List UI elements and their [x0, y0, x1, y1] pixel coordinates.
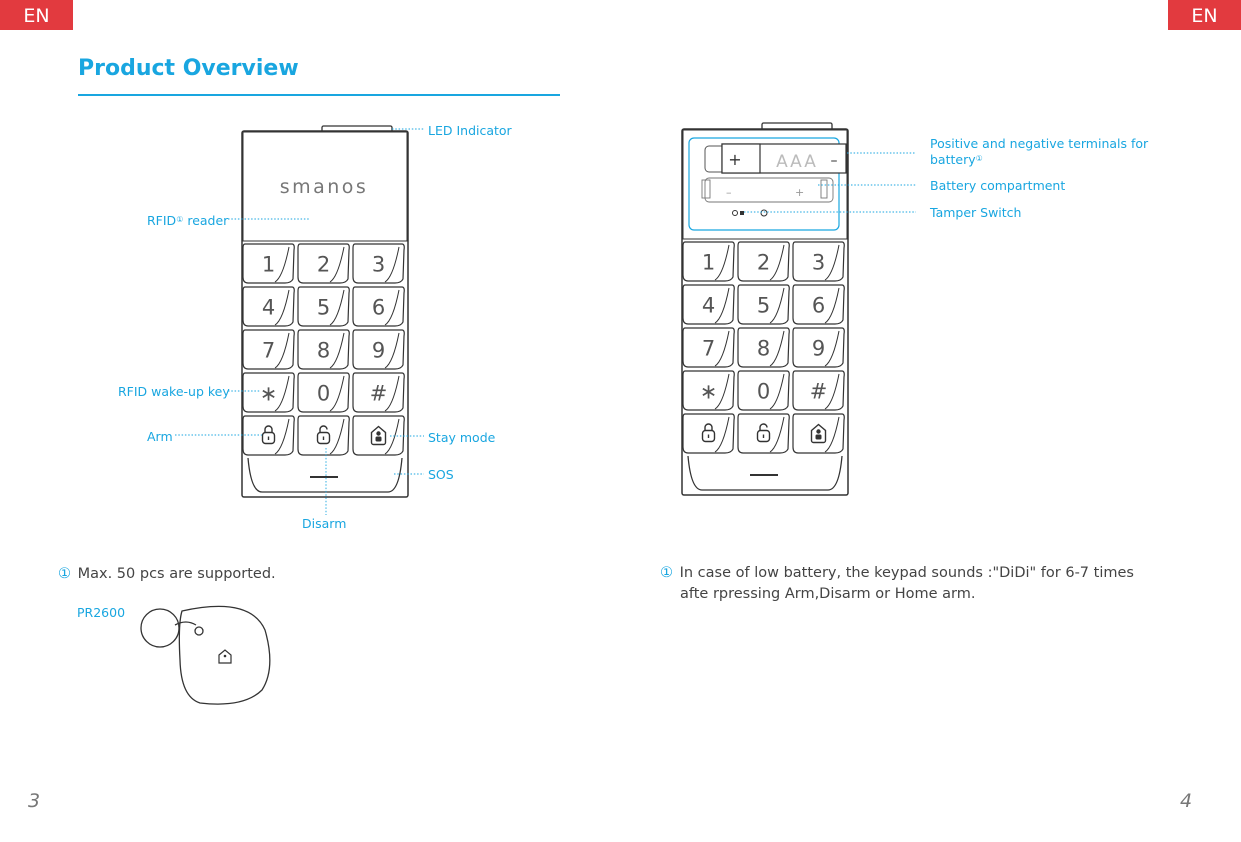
- keypad-key-label: 0: [756, 379, 771, 404]
- keypad-key[interactable]: [793, 285, 844, 324]
- keypad-key[interactable]: [243, 330, 294, 369]
- keypad-front-view: [242, 126, 408, 497]
- keypad-key-label: ∗: [699, 379, 718, 404]
- label-led-indicator: LED Indicator: [428, 123, 512, 138]
- keypad-keys-back: [683, 242, 844, 453]
- keypad-key-label: 5: [756, 293, 771, 318]
- keypad-key-label: 2: [756, 250, 771, 275]
- keypad-key[interactable]: [738, 242, 789, 281]
- keypad-key[interactable]: [793, 414, 844, 453]
- label-stay-mode: Stay mode: [428, 430, 496, 445]
- keypad-key[interactable]: [243, 416, 294, 455]
- brand-logo: smanos: [279, 176, 369, 198]
- keypad-key-label: 3: [371, 252, 386, 277]
- battery-type: AAA: [776, 152, 818, 172]
- keypad-key-label: 9: [371, 338, 386, 363]
- keypad-key[interactable]: [683, 371, 734, 410]
- keypad-key-label: 4: [261, 295, 276, 320]
- rfid-tag-drawing: [141, 606, 270, 704]
- svg-text:–: –: [726, 186, 732, 199]
- label-arm: Arm: [147, 429, 173, 444]
- label-battery-compartment: Battery compartment: [930, 178, 1066, 193]
- keypad-key-label: ∗: [259, 381, 278, 406]
- keypad-key[interactable]: [353, 416, 404, 455]
- keypad-back-view: [682, 123, 848, 495]
- keypad-key[interactable]: [353, 373, 404, 412]
- keypad-key-label: 8: [316, 338, 331, 363]
- language-tab-left[interactable]: EN: [0, 0, 73, 30]
- keypad-key[interactable]: [738, 328, 789, 367]
- page-number-right: 4: [1180, 790, 1193, 812]
- keypad-key-label: 2: [316, 252, 331, 277]
- keypad-key[interactable]: [683, 414, 734, 453]
- keypad-key[interactable]: [353, 244, 404, 283]
- label-sos: SOS: [428, 467, 454, 482]
- note-low-battery: ① In case of low battery, the keypad sounds :"DiDi" for 6-7 times afte rpressing Arm,Disarm or Home arm.: [660, 565, 1134, 602]
- page-title: Product Overview: [78, 56, 299, 81]
- keypad-key-label: 9: [811, 336, 826, 361]
- keypad-keys: [243, 244, 404, 455]
- label-tamper-switch: Tamper Switch: [930, 205, 1022, 220]
- keypad-key-label: 1: [701, 250, 716, 275]
- keypad-key-label: 7: [261, 338, 276, 363]
- keypad-key-label: 1: [261, 252, 276, 277]
- keypad-key[interactable]: [298, 330, 349, 369]
- keypad-key[interactable]: [243, 287, 294, 326]
- keypad-key-label: 6: [371, 295, 386, 320]
- keypad-key-label: 0: [316, 381, 331, 406]
- keypad-key-label: 4: [701, 293, 716, 318]
- label-rfid-reader: RFID① reader: [147, 213, 229, 228]
- svg-text:+: +: [795, 186, 805, 199]
- keypad-key[interactable]: [243, 373, 294, 412]
- keypad-key[interactable]: [298, 244, 349, 283]
- keypad-key[interactable]: [793, 328, 844, 367]
- keypad-key[interactable]: [298, 373, 349, 412]
- keypad-key-label: 7: [701, 336, 716, 361]
- keypad-key-label: #: [809, 379, 828, 404]
- keypad-key[interactable]: [793, 242, 844, 281]
- label-rfid-wakeup-key: RFID wake-up key: [118, 384, 230, 399]
- keypad-key-label: 8: [756, 336, 771, 361]
- keypad-key-label: 6: [811, 293, 826, 318]
- label-pr2600: PR2600: [77, 605, 126, 620]
- keypad-key[interactable]: [353, 330, 404, 369]
- keypad-key[interactable]: [298, 287, 349, 326]
- keypad-key[interactable]: [683, 328, 734, 367]
- battery-minus: –: [830, 153, 838, 169]
- keypad-key[interactable]: [353, 287, 404, 326]
- page-number-left: 3: [28, 790, 41, 812]
- keypad-key[interactable]: [738, 285, 789, 324]
- label-battery-terminals: Positive and negative terminals for battery①: [930, 136, 1149, 167]
- label-disarm: Disarm: [302, 516, 347, 531]
- keypad-key-label: #: [369, 381, 388, 406]
- keypad-key[interactable]: [738, 414, 789, 453]
- keypad-key[interactable]: [738, 371, 789, 410]
- battery-plus: +: [728, 150, 742, 169]
- keypad-key[interactable]: [683, 285, 734, 324]
- keypad-key[interactable]: [243, 244, 294, 283]
- keypad-key[interactable]: [683, 242, 734, 281]
- keypad-key-label: 3: [811, 250, 826, 275]
- keypad-key-label: 5: [316, 295, 331, 320]
- language-tab-right[interactable]: EN: [1168, 0, 1241, 30]
- keypad-key[interactable]: [793, 371, 844, 410]
- keypad-key[interactable]: [298, 416, 349, 455]
- note-rfid-limit: ① Max. 50 pcs are supported.: [58, 566, 276, 582]
